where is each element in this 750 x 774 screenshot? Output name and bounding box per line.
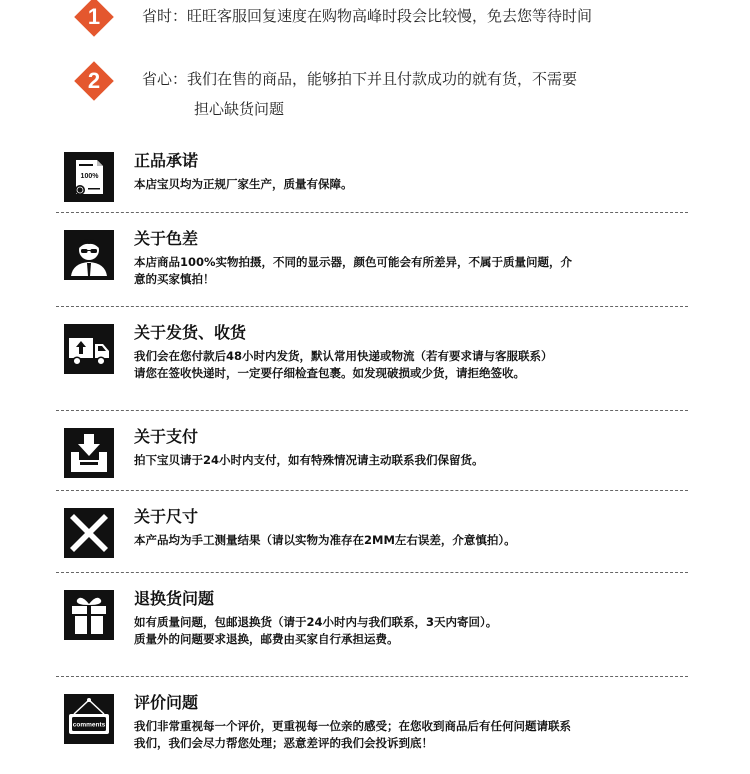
- item-desc: [134, 718, 686, 752]
- person-glasses-icon: [64, 230, 114, 280]
- item-desc-line: 我们非常重视每一个评价，更重视每一位亲的感受；在您收到商品后有任何问题请联系: [134, 719, 571, 733]
- promise-line: 省心：我们在售的商品，能够拍下并且付款成功的就有货，不需要: [142, 70, 578, 88]
- delivery-truck-icon: [64, 324, 114, 374]
- item-desc: [134, 614, 686, 648]
- certificate-100-icon: [64, 152, 114, 202]
- item-desc: [134, 348, 686, 382]
- comments-sign-icon: [64, 694, 114, 744]
- certificate-text: 100%: [80, 173, 99, 180]
- divider: [56, 676, 688, 677]
- item-desc-line: 意的买家慎拍！: [134, 272, 215, 286]
- promise-text: [142, 1, 592, 31]
- item-title: 关于支付: [134, 427, 199, 446]
- sign-text: comments: [72, 721, 106, 729]
- item-desc-line: 我们，我们会尽力帮您处理；恶意差评的我们会投诉到底！: [134, 736, 433, 750]
- item-desc-line: 如有质量问题，包邮退换货（请于24小时内与我们联系，3天内寄回）。: [134, 615, 498, 629]
- item-desc: [134, 532, 686, 549]
- item-title: 退换货问题: [134, 589, 215, 608]
- item-desc-line: 拍下宝贝请于24小时内支付，如有特殊情况请主动联系我们保留货。: [134, 453, 484, 467]
- item-title: 评价问题: [134, 693, 199, 712]
- divider: [56, 306, 688, 307]
- item-title: 关于发货、收货: [134, 323, 247, 342]
- payment-tray-icon: [64, 428, 114, 478]
- promise-number: 2: [87, 68, 101, 93]
- divider: [56, 410, 688, 411]
- item-title: 正品承诺: [134, 151, 199, 170]
- promise-line: 担心缺货问题: [194, 100, 285, 118]
- divider: [56, 490, 688, 491]
- item-desc: [134, 176, 686, 193]
- item-title: 关于尺寸: [134, 507, 199, 526]
- item-desc-line: 本产品均为手工测量结果（请以实物为准存在2MM左右误差，介意慎拍）。: [134, 533, 516, 547]
- gift-box-icon: [64, 590, 114, 640]
- item-desc-line: 我们会在您付款后48小时内发货，默认常用快递或物流（若有要求请与客服联系）: [134, 349, 553, 363]
- item-desc-line: 请您在签收快递时，一定要仔细检查包裹。如发现破损或少货，请拒绝签收。: [134, 366, 525, 380]
- divider: [56, 572, 688, 573]
- promise-number: 1: [87, 4, 101, 29]
- item-desc-line: 质量外的问题要求退换，邮费由买家自行承担运费。: [134, 632, 399, 646]
- cross-x-icon: [64, 508, 114, 558]
- promise-line: 省时：旺旺客服回复速度在购物高峰时段会比较慢，免去您等待时间: [142, 7, 593, 25]
- item-desc: [134, 452, 686, 469]
- promise-text: [142, 64, 577, 124]
- item-desc-line: 本店商品100%实物拍摄，不同的显示器，颜色可能会有所差异，不属于质量问题，介: [134, 255, 573, 269]
- divider: [56, 212, 688, 213]
- item-desc-line: 本店宝贝均为正规厂家生产，质量有保障。: [134, 177, 353, 191]
- item-desc: [134, 254, 686, 288]
- item-title: 关于色差: [134, 229, 199, 248]
